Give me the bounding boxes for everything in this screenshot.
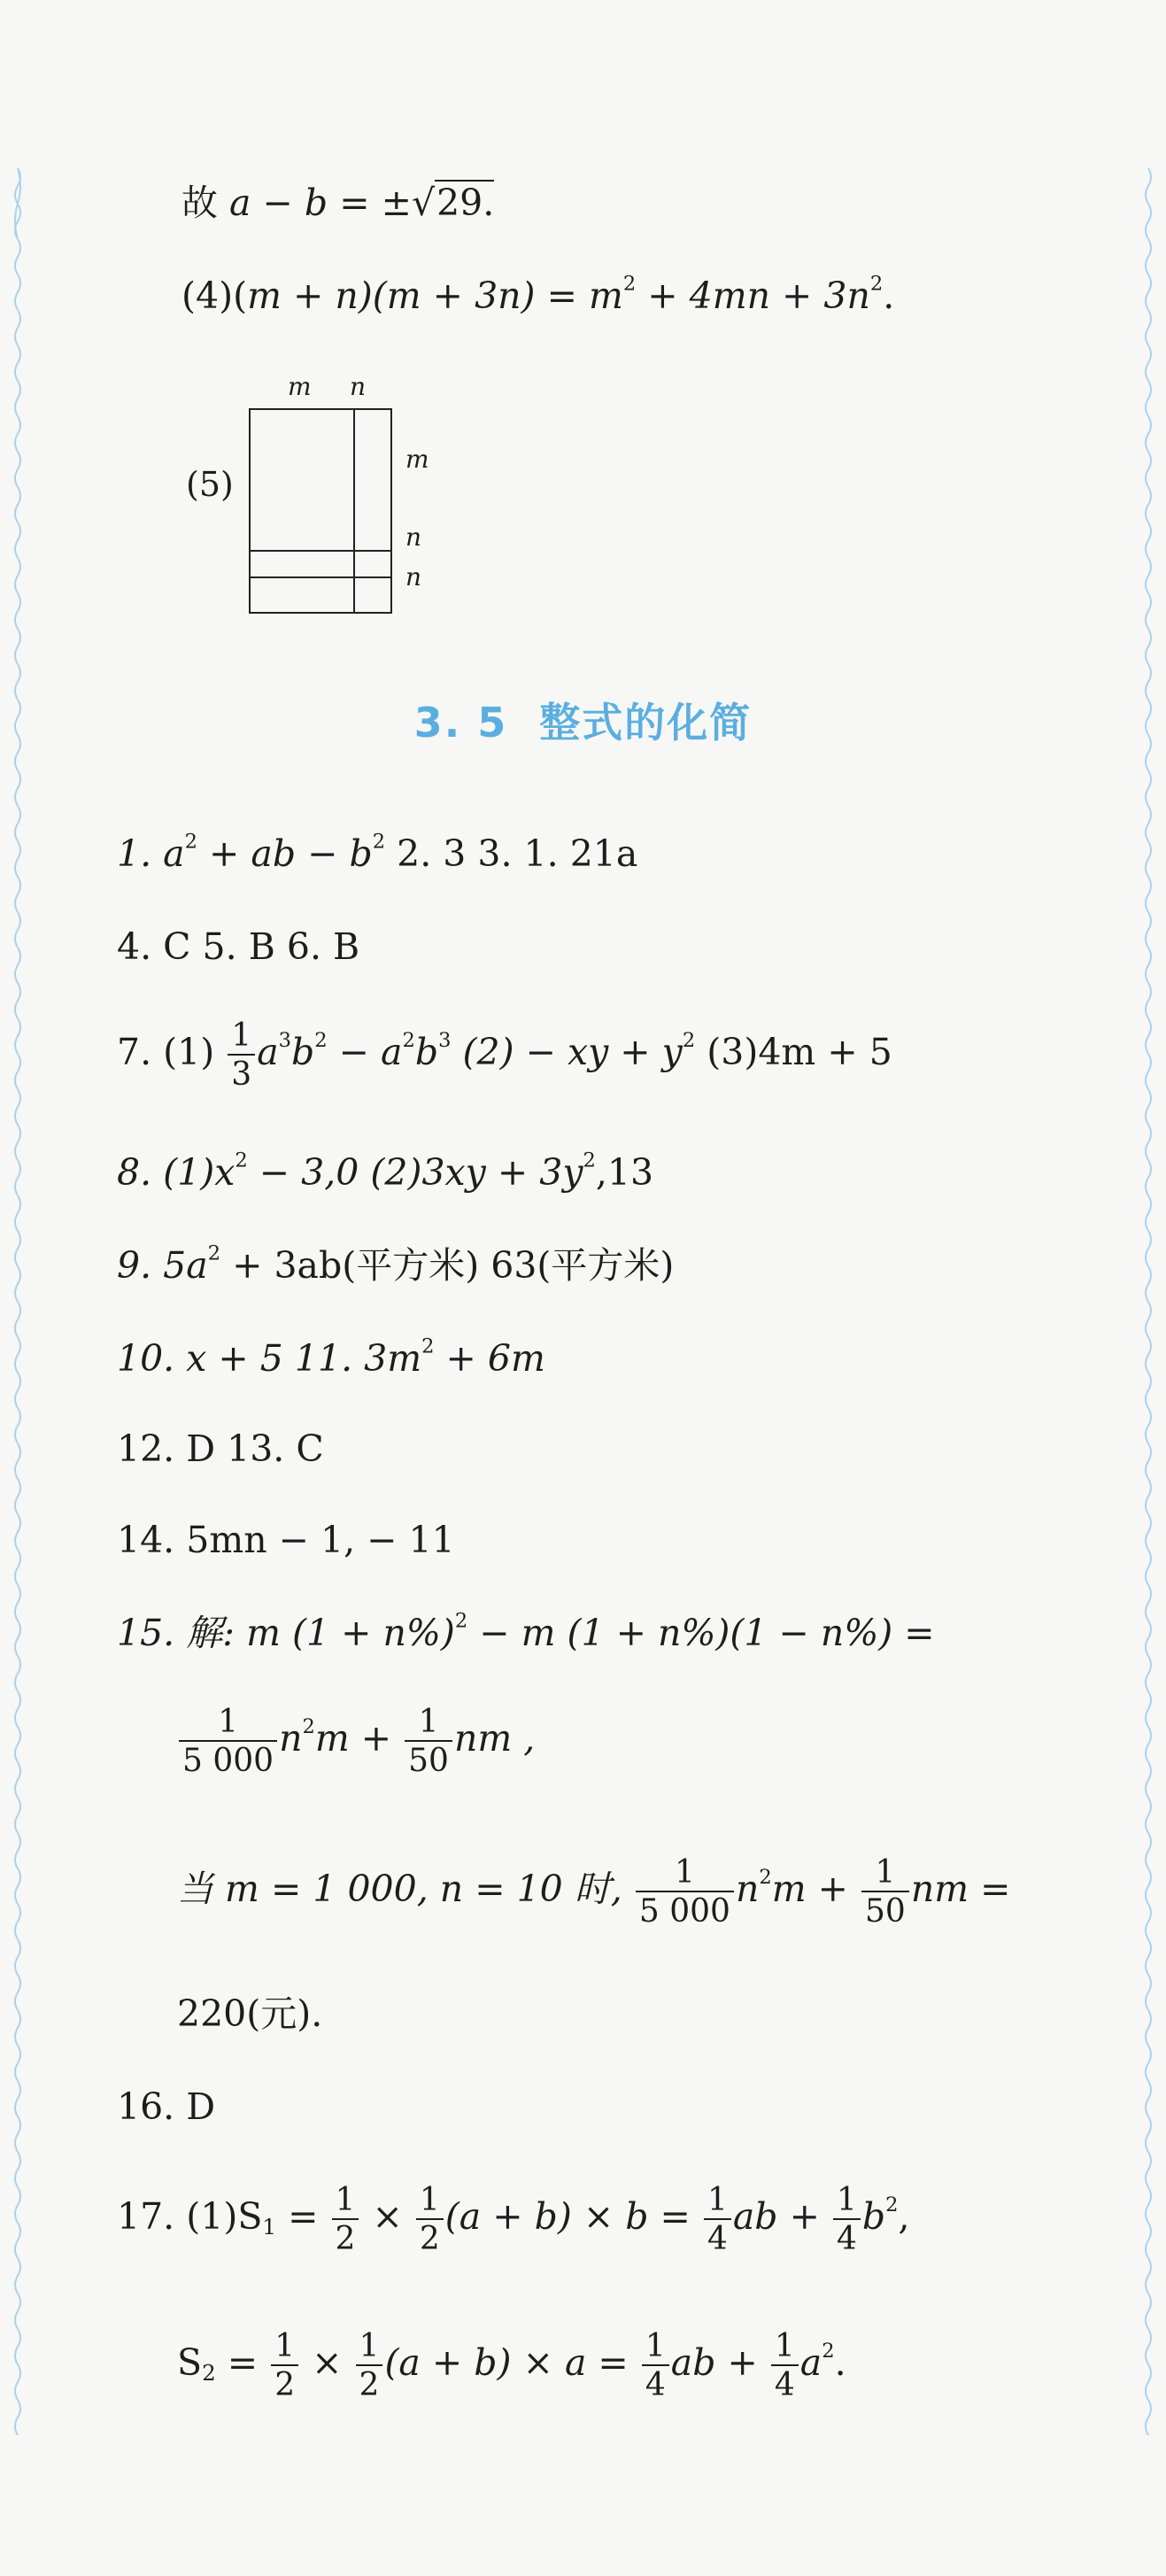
answer-8: 8. $(1)x^2 - 3,0$ $(2)3xy + 3y^2,13$: [117, 1149, 654, 1194]
answer-15-line1: 15. 解: m $(1 + n\%)^2 - m$ (1 + n%)(1 − n%) =: [117, 1609, 935, 1654]
answer-15-result: 220(元).: [177, 1992, 323, 2035]
answer-14: 14. 5mn − 1, − 11: [117, 1519, 455, 1561]
section-title: 3. 5 整式的化简: [413, 699, 753, 746]
conclusion-line: 故 a − b = ±√29.: [181, 182, 495, 224]
answer-4-line: $(4)(m + n)(m + 3n) = m^2 + 4mn + 3n^2$.: [181, 272, 895, 317]
answers-12-13: 12. D 13. C: [117, 1427, 324, 1470]
right-decorative-border: [1143, 168, 1154, 2435]
answer-15-line3: 当 m = 1 000, n = 10 时, $\frac{1}{5 000}$ $n^2m$ + $\frac{1}{50}$ nm =: [177, 1854, 1011, 1930]
area-rectangle: [248, 407, 398, 620]
left-decorative-border: [12, 168, 23, 2435]
answer-9: 9. $5a^2 + 3ab$(平方米) 63(平方米): [117, 1242, 675, 1287]
answers-10-11: 10. x + 5 11. $3m^2 + 6m$: [117, 1334, 545, 1380]
answer-7: 7. (1) $\frac{1}{3}$ $a^3b^2 - a^2b^3$ (2) − xy + $y^2$ (3)4m + 5: [117, 1017, 892, 1093]
answer-15-line2: $\frac{1}{5 000}$ $n^2m$ + $\frac{1}{50}$ nm ,: [177, 1705, 535, 1778]
answers-4-6: 4. C 5. B 6. B: [117, 925, 360, 968]
answer-17-s1: 17. $(1)S_1$ = $\frac{1}{2}$ × $\frac{1}{2}$ (a + b) × b = $\frac{1}{4}$ ab + $\frac{1}{4}$ $b^2$,: [117, 2182, 910, 2257]
diagram-item-number: (5): [186, 465, 234, 504]
answers-1-3: 1. $a^2$ + ab − $b^2$ 2. 3 3. 1. 21a: [117, 830, 638, 875]
answer-16: 16. D: [117, 2085, 216, 2128]
answer-17-s2: $S_2$ = $\frac{1}{2}$ × $\frac{1}{2}$ (a + b) × a = $\frac{1}{4}$ ab + $\frac{1}{4}$ $a^2$.: [177, 2328, 846, 2403]
